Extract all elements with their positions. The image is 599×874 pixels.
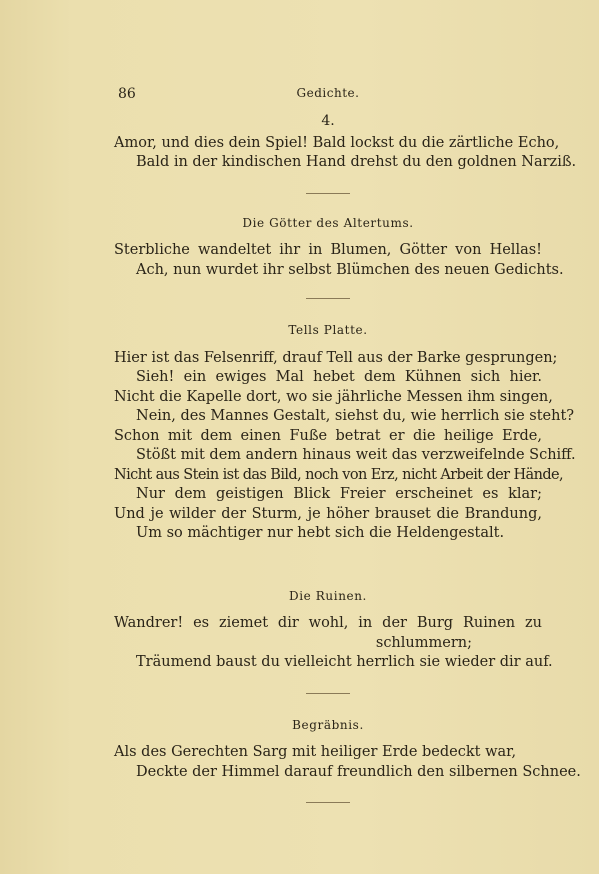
- page-number: 86: [118, 86, 136, 102]
- verse-line: Sterbliche wandeltet ihr in Blumen, Götter von Hellas!: [114, 242, 542, 258]
- verse-line: Ach, nun wurdet ihr selbst Blümchen des neuen Gedichts.: [136, 261, 564, 278]
- section-divider: [306, 802, 350, 803]
- section-divider: [306, 193, 350, 194]
- verse-line: Amor, und dies dein Spiel! Bald lockst du die zärtliche Echo,: [114, 134, 560, 151]
- verse-line: Nein, des Mannes Gestalt, siehst du, wie herrlich sie steht?: [136, 408, 575, 424]
- verse-line: Schon mit dem einen Fuße betrat er die heilige Erde,: [114, 427, 542, 444]
- verse-line: Nicht die Kapelle dort, wo sie jährliche Messen ihm singen,: [114, 388, 553, 405]
- page-header: [118, 86, 538, 106]
- verse-line: Als des Gerechten Sarg mit heiliger Erde bedeckt war,: [114, 744, 517, 760]
- section-divider: [306, 564, 350, 565]
- verse-line: Nicht aus Stein ist das Bild, noch von Erz, nicht Arbeit der Hände,: [114, 466, 563, 483]
- verse-line: Nur dem geistigen Blick Freier erscheinet es klar;: [136, 486, 542, 502]
- poem-title: Die Götter des Altertums.: [242, 215, 414, 230]
- running-head: Gedichte.: [296, 86, 360, 100]
- section-divider: [306, 298, 350, 299]
- verse-line: Bald in der kindischen Hand drehst du den goldnen Narziß.: [136, 154, 577, 170]
- poem-title: Begräbnis.: [292, 717, 364, 732]
- verse-line: Um so mächtiger nur hebt sich die Heldengestalt.: [136, 525, 505, 541]
- poem-title: Tells Platte.: [288, 323, 368, 337]
- verse-line: Hier ist das Felsenriff, drauf Tell aus der Barke gesprungen;: [114, 349, 558, 366]
- verse-line: Und je wilder der Sturm, je höher brauset die Brandung,: [114, 505, 542, 522]
- section-number: 4.: [321, 113, 335, 129]
- verse-line: Deckte der Himmel darauf freundlich den silbernen Schnee.: [136, 763, 581, 780]
- poem-title: Die Ruinen.: [289, 588, 367, 603]
- verse-line-continuation: schlummern;: [375, 634, 472, 651]
- verse-line: Wandrer! es ziemet dir wohl, in der Burg Ruinen zu: [114, 615, 542, 631]
- page-content: [114, 112, 581, 803]
- verse-line: Stößt mit dem andern hinaus weit das verzweifelnde Schiff.: [136, 447, 576, 463]
- section-divider: [306, 693, 350, 694]
- verse-line: Träumend baust du vielleicht herrlich sie wieder dir auf.: [136, 654, 553, 670]
- verse-line: Sieh! ein ewiges Mal hebet dem Kühnen sich hier.: [136, 369, 542, 385]
